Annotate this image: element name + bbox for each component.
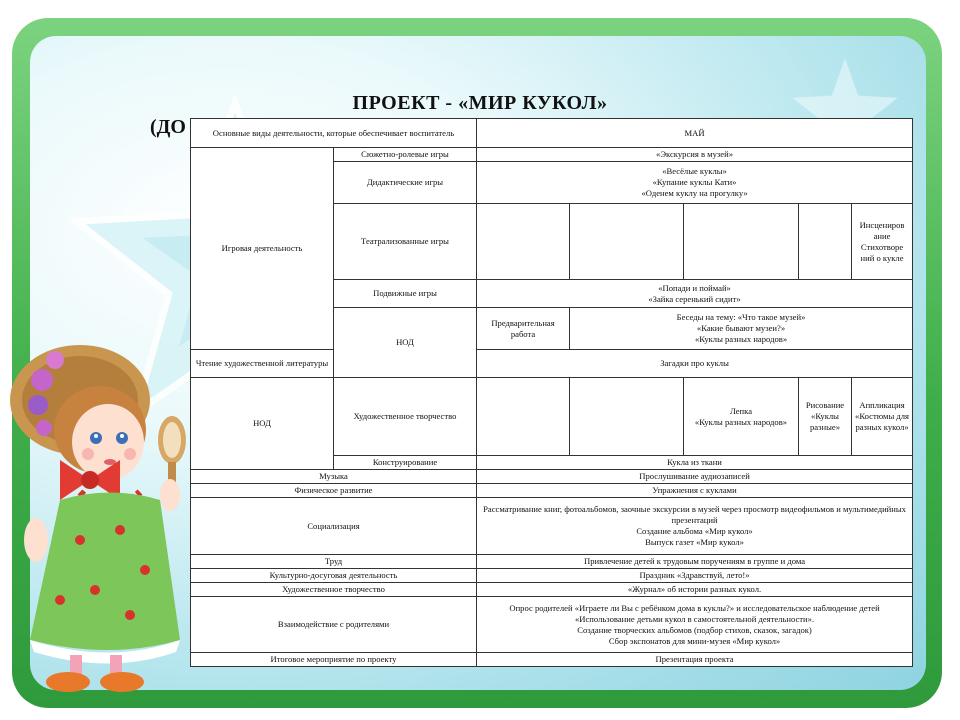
row-music: Музыка bbox=[191, 470, 477, 484]
row-leisure: Культурно-досуговая деятельность bbox=[191, 569, 477, 583]
row-theatre-value: Инсцениров ание Стихотворе ний о кукле bbox=[852, 204, 913, 280]
row-game: Игровая деятельность bbox=[191, 148, 334, 350]
page-subtitle: (ДО bbox=[150, 116, 186, 138]
row-nod-1: НОД bbox=[334, 308, 477, 378]
row-art: Художественное творчество bbox=[334, 378, 477, 456]
row-reading: Чтение художественной литературы bbox=[191, 350, 334, 378]
row-art-2-value: «Журнал» об истории разных кукол. bbox=[477, 583, 913, 597]
theatre-cell-4 bbox=[799, 204, 852, 280]
row-parents: Взаимодействие с родителями bbox=[191, 597, 477, 653]
theatre-cell-2 bbox=[570, 204, 684, 280]
project-plan-table bbox=[190, 118, 913, 667]
art-drawing: Рисование «Куклы разные» bbox=[799, 378, 852, 456]
row-leisure-value: Праздник «Здравствуй, лето!» bbox=[477, 569, 913, 583]
row-prelim: Предварительная работа bbox=[477, 308, 570, 350]
row-roleplay: Сюжетно-ролевые игры bbox=[334, 148, 477, 162]
art-cell-1 bbox=[477, 378, 570, 456]
page-title: ПРОЕКТ - «МИР КУКОЛ» bbox=[352, 92, 608, 114]
art-cell-2 bbox=[570, 378, 684, 456]
row-prelim-value: Беседы на тему: «Что такое музей» «Какие бывают музеи?» «Куклы разных народов» bbox=[570, 308, 913, 350]
row-construct-value: Кукла из ткани bbox=[477, 456, 913, 470]
row-roleplay-value: «Экскурсия в музей» bbox=[477, 148, 913, 162]
row-final: Итоговое мероприятие по проекту bbox=[191, 653, 477, 667]
row-didactic-value: «Весёлые куклы» «Купание куклы Кати» «Оденем куклу на прогулку» bbox=[477, 162, 913, 204]
header-activities: Основные виды деятельности, которые обеспечивает воспитатель bbox=[191, 119, 477, 148]
row-didactic: Дидактические игры bbox=[334, 162, 477, 204]
row-physical-value: Упражнения с куклами bbox=[477, 484, 913, 498]
row-final-value: Презентация проекта bbox=[477, 653, 913, 667]
row-theatre: Театрализованные игры bbox=[334, 204, 477, 280]
row-reading-value: Загадки про куклы bbox=[477, 350, 913, 378]
row-nod-2: НОД bbox=[191, 378, 334, 470]
theatre-cell-3 bbox=[684, 204, 799, 280]
row-outdoor: Подвижные игры bbox=[334, 280, 477, 308]
theatre-cell-1 bbox=[477, 204, 570, 280]
art-applique: Аппликация «Костюмы для разных кукол» bbox=[852, 378, 913, 456]
row-music-value: Прослушивание аудиозаписей bbox=[477, 470, 913, 484]
row-construct: Конструирование bbox=[334, 456, 477, 470]
row-parents-value: Опрос родителей «Играете ли Вы с ребёнком дома в куклы?» и исследовательское наблюдение детей «Использование детьми кукол в самостоятельной деятельности». Создание творческих альбомов (подбор стихов, сказок, загадок) Сбор экспонатов для мини-музея «Мир кукол» bbox=[477, 597, 913, 653]
header-month: МАЙ bbox=[477, 119, 913, 148]
row-social-value: Рассматривание книг, фотоальбомов, заочные экскурсии в музей через просмотр видеофильмов и мультимедийных презентаций Создание альбома «Мир кукол» Выпуск газет «Мир кукол» bbox=[477, 498, 913, 555]
row-art-2: Художественное творчество bbox=[191, 583, 477, 597]
row-social: Социализация bbox=[191, 498, 477, 555]
row-outdoor-value: «Попади и поймай» «Зайка серенький сидит» bbox=[477, 280, 913, 308]
art-modeling: Лепка «Куклы разных народов» bbox=[684, 378, 799, 456]
row-physical: Физическое развитие bbox=[191, 484, 477, 498]
row-labor-value: Привлечение детей к трудовым поручениям в группе и дома bbox=[477, 555, 913, 569]
row-labor: Труд bbox=[191, 555, 477, 569]
doll-illustration bbox=[0, 320, 200, 700]
